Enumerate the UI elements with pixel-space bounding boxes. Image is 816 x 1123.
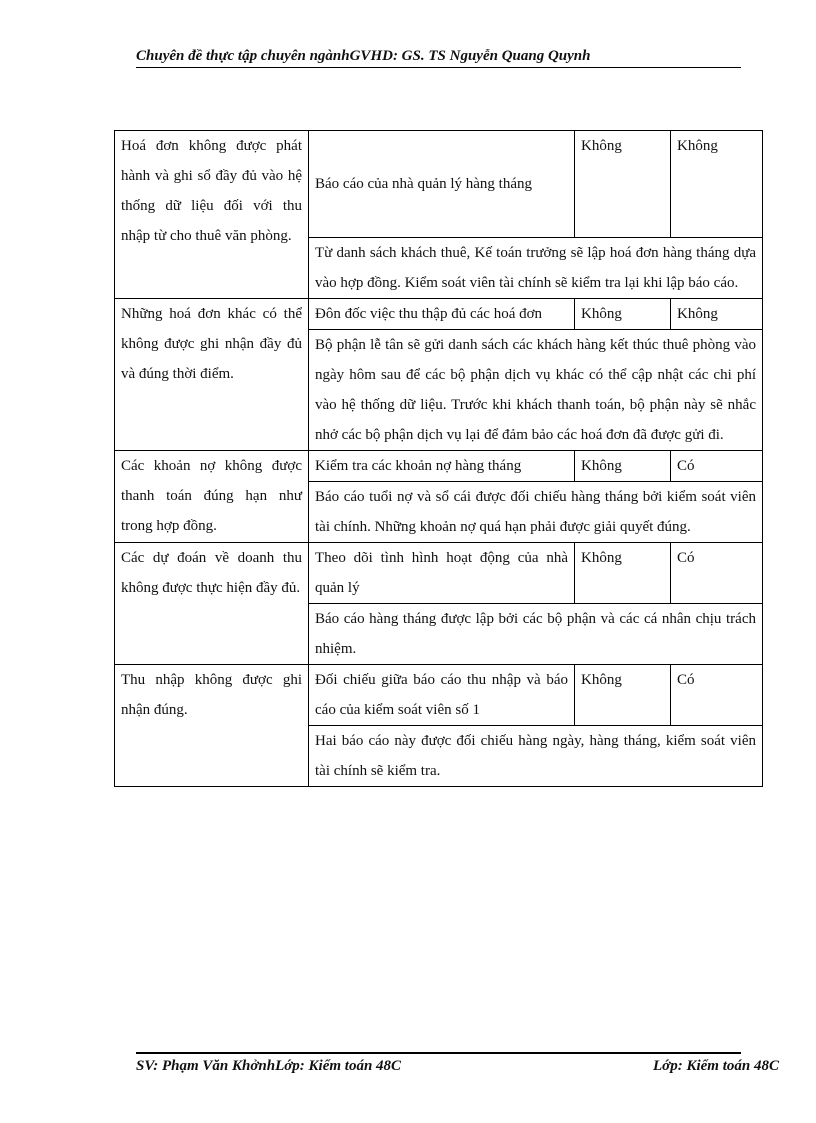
table-row xyxy=(115,543,763,604)
risk-cell: Hoá đơn không được phát hành và ghi sổ đầy đủ vào hệ thống dữ liệu đối với thu nhập từ cho thuê văn phòng. xyxy=(115,131,309,299)
col3-cell: Không xyxy=(575,451,671,482)
description-cell: Báo cáo hàng tháng được lập bởi các bộ phận và các cá nhân chịu trách nhiệm. xyxy=(309,604,763,665)
col3-cell: Không xyxy=(575,299,671,330)
risk-cell: Thu nhập không được ghi nhận đúng. xyxy=(115,665,309,787)
table-row xyxy=(115,451,763,482)
control-cell: Đối chiếu giữa báo cáo thu nhập và báo cáo của kiểm soát viên số 1 xyxy=(309,665,575,726)
description-cell: Báo cáo tuổi nợ và sổ cái được đối chiếu hàng tháng bởi kiểm soát viên tài chính. Những khoản nợ quá hạn phải được giải quyết đúng. xyxy=(309,482,763,543)
col3-cell: Không xyxy=(575,543,671,604)
description-cell: Từ danh sách khách thuê, Kế toán trưởng sẽ lập hoá đơn hàng tháng dựa vào hợp đồng. Kiểm soát viên tài chính sẽ kiểm tra lại khi lập báo cáo. xyxy=(309,238,763,299)
internal-control-table xyxy=(114,130,763,787)
control-cell: Đôn đốc việc thu thập đủ các hoá đơn xyxy=(309,299,575,330)
risk-cell: Các khoản nợ không được thanh toán đúng hạn như trong hợp đồng. xyxy=(115,451,309,543)
description-cell: Bộ phận lễ tân sẽ gửi danh sách các khách hàng kết thúc thuê phòng vào ngày hôm sau để các bộ phận dịch vụ khác có thể cập nhật các chi phí vào hệ thống dữ liệu. Trước khi khách thanh toán, bộ phận này sẽ nhắc nhở các bộ phận dịch vụ lại để đảm bảo các hoá đơn đã được gửi đi. xyxy=(309,330,763,451)
col4-cell: Có xyxy=(671,665,763,726)
control-cell: Báo cáo của nhà quản lý hàng tháng xyxy=(309,131,575,238)
table-row xyxy=(115,665,763,726)
header-title: Chuyên đề thực tập chuyên ngànhGVHD: GS. TS Nguyễn Quang Quynh xyxy=(136,48,591,64)
risk-cell: Các dự đoán về doanh thu không được thực hiện đầy đủ. xyxy=(115,543,309,665)
col3-cell: Không xyxy=(575,131,671,238)
col4-cell: Không xyxy=(671,131,763,238)
col3-cell: Không xyxy=(575,665,671,726)
table-row xyxy=(115,299,763,330)
col4-cell: Không xyxy=(671,299,763,330)
risk-cell: Những hoá đơn khác có thể không được ghi nhận đầy đủ và đúng thời điểm. xyxy=(115,299,309,451)
footer-student: SV: Phạm Văn KhởnhLớp: Kiểm toán 48C xyxy=(136,1058,402,1074)
table-row xyxy=(115,131,763,238)
footer-divider xyxy=(136,1052,741,1054)
footer-class: Lớp: Kiểm toán 48C xyxy=(653,1058,779,1074)
description-cell: Hai báo cáo này được đối chiếu hàng ngày, hàng tháng, kiểm soát viên tài chính sẽ kiểm tra. xyxy=(309,726,763,787)
page-footer xyxy=(136,1058,779,1075)
control-cell: Theo dõi tình hình hoạt động của nhà quản lý xyxy=(309,543,575,604)
col4-cell: Có xyxy=(671,451,763,482)
page-header xyxy=(136,48,741,68)
control-cell: Kiểm tra các khoản nợ hàng tháng xyxy=(309,451,575,482)
col4-cell: Có xyxy=(671,543,763,604)
